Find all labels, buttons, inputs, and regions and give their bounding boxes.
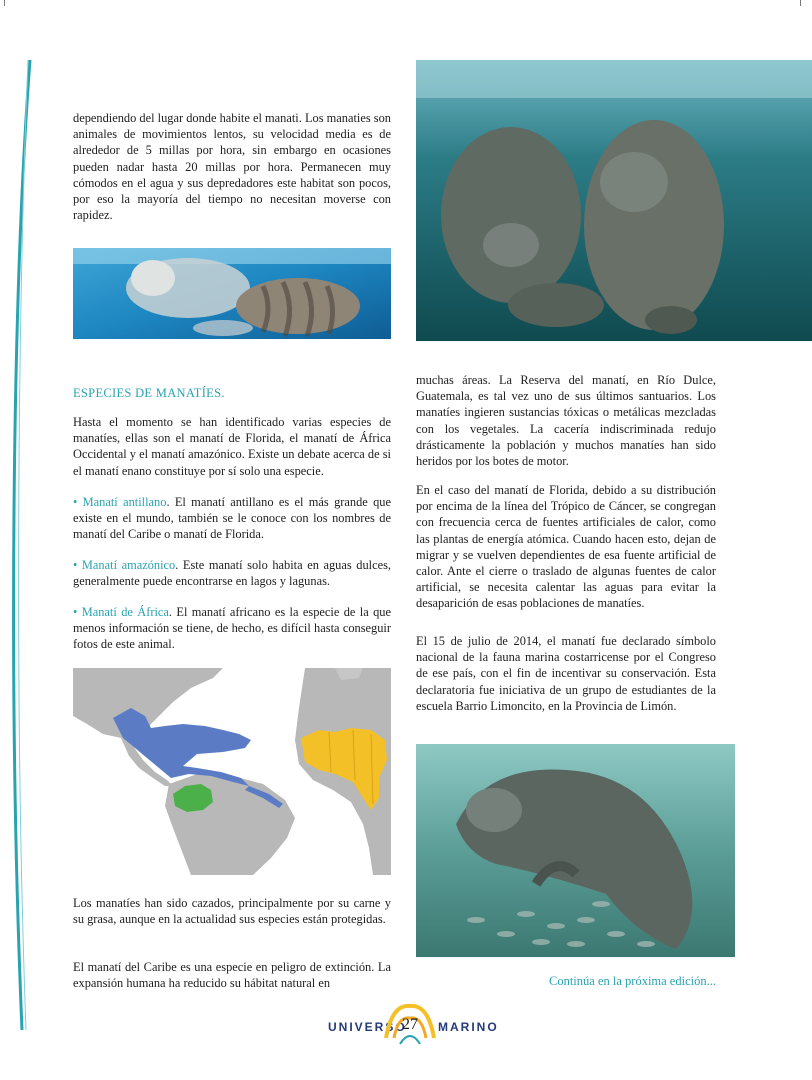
hunted-paragraph: Los manatíes han sido cazados, principalmente por su carne y su grasa, aunque en la actualidad sus especies están protegidas.	[73, 896, 391, 927]
species-african-paragraph	[73, 604, 391, 653]
species-antillean-name: • Manatí antillano	[73, 495, 167, 509]
species-amazonian-name: • Manatí amazónico	[73, 558, 176, 572]
species-african-name: • Manatí de África	[73, 605, 169, 619]
intro-paragraph: dependiendo del lugar donde habite el manati. Los manaties son animales de movimientos lentos, su velocidad media es de alrededor de 5 millas por hora, sin embargo en ocasiones pueden nadar hasta 20 millas por hora. Permanecen muy cómodos en el agua y sus depredadores este habitat son pocos, por eso la mayoría del tiempo no necesitan moverse con rapidez.	[73, 111, 391, 223]
right-paragraph-3: El 15 de julio de 2014, el manatí fue declarado símbolo nacional de la fauna marina costarricense por el Congreso de ese país, con el fin de incentivar su conservación. Esta declaratoria fue iniciativa de un grupo de estudiantes de la escuela Barrio Limoncito, en la Provincia de Limón.	[416, 634, 716, 713]
manatees-surface-photo	[73, 248, 391, 339]
crop-mark-right	[800, 0, 801, 6]
species-antillean-text: . El manatí antillano es el más grande que existe en el mundo, también se le conoce con los nombres de manatí del Caribe o manatí de Florida.	[73, 495, 391, 542]
manatee-distribution-map	[73, 668, 391, 875]
species-antillean-paragraph	[73, 494, 391, 543]
page-number: 27	[402, 1016, 418, 1033]
footer-word-right: MARINO	[438, 1020, 499, 1034]
section-heading-species: ESPECIES DE MANATÍES.	[73, 386, 225, 400]
species-amazonian-text: . Este manatí solo habita en aguas dulces, generalmente puede encontrarse en lagos y lagunas.	[73, 558, 391, 589]
manatees-underwater-photo	[416, 60, 812, 341]
caribbean-paragraph: El manatí del Caribe es una especie en peligro de extinción. La expansión humana ha reducido su hábitat natural en	[73, 960, 391, 991]
species-african-text: . El manatí africano es la especie de la que menos información se tiene, de hecho, es difícil hasta conseguir fotos de este animal.	[73, 605, 391, 652]
crop-mark-left	[4, 0, 5, 6]
continue-next-edition-note: Continúa en la próxima edición...	[549, 974, 716, 988]
species-amazonian-paragraph	[73, 557, 391, 589]
left-accent-curve	[0, 0, 60, 1080]
species-intro-paragraph: Hasta el momento se han identificado varias especies de manatíes, ellas son el manatí de Florida, el manatí de África Occidental y el manatí amazónico. Existe un debate acerca de si el manatí enano constituye por sí solo una especie.	[73, 415, 391, 478]
right-paragraph-1: muchas áreas. La Reserva del manatí, en Río Dulce, Guatemala, es tal vez uno de sus últimos santuarios. Los manatíes ingieren sustancias tóxicas o metálicas mezcladas con los vegetales. La cacería indiscriminada redujo drásticamente la población y muchos manatíes han sido heridos por los botes de motor.	[416, 373, 716, 469]
footer-word-left: UNIVERSO	[328, 1020, 407, 1034]
right-paragraph-2: En el caso del manatí de Florida, debido a su distribución por encima de la línea del Trópico de Cáncer, se congregan con frecuencia cerca de fuentes artificiales de calor, como las plantas de energía atómica. Cuando hacen esto, dejan de migrar y se vuelven dependientes de esa fuente artificial de calor. Ante el cierre o traslado de algunas fuentes de calor artificial, se necesita calentar las aguas para evitar la desaparición de esas poblaciones de manatíes.	[416, 483, 716, 611]
page-footer	[0, 1008, 812, 1058]
manatee-with-fish-photo	[416, 744, 735, 957]
